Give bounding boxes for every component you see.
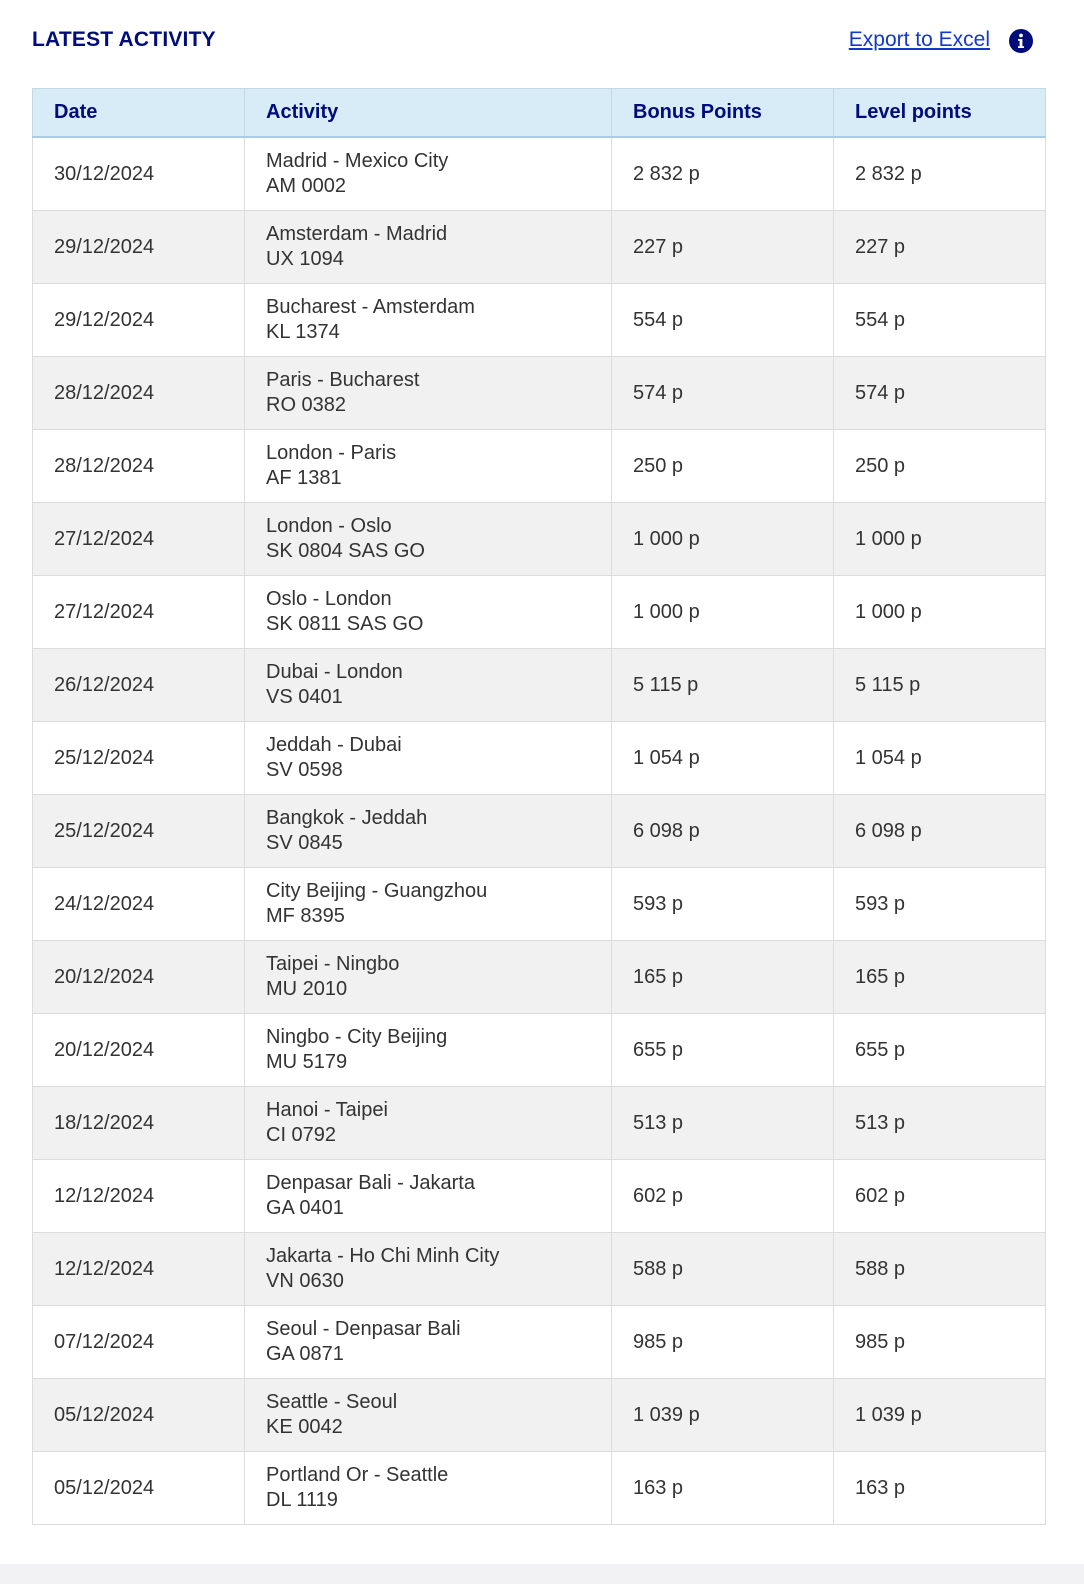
table-row	[33, 868, 1046, 941]
cell-activity	[245, 357, 612, 430]
cell-activity	[245, 1087, 612, 1160]
table-row	[33, 1233, 1046, 1306]
cell-date: 28/12/2024	[33, 430, 245, 503]
cell-date: 07/12/2024	[33, 1306, 245, 1379]
cell-level-points: 2 832 p	[834, 137, 1046, 211]
activity-route: City Beijing - Guangzhou	[266, 880, 488, 902]
table-row	[33, 430, 1046, 503]
cell-date: 29/12/2024	[33, 284, 245, 357]
cell-date: 26/12/2024	[33, 649, 245, 722]
activity-flight-number: MU 2010	[266, 978, 348, 1000]
activity-header	[32, 26, 1052, 58]
cell-bonus-points: 588 p	[612, 1233, 834, 1306]
cell-level-points: 985 p	[834, 1306, 1046, 1379]
cell-level-points: 655 p	[834, 1014, 1046, 1087]
cell-activity	[245, 211, 612, 284]
cell-level-points: 1 000 p	[834, 576, 1046, 649]
activity-flight-number: AM 0002	[266, 175, 347, 197]
cell-level-points: 227 p	[834, 211, 1046, 284]
cell-date: 18/12/2024	[33, 1087, 245, 1160]
cell-activity	[245, 576, 612, 649]
table-row	[33, 137, 1046, 211]
activity-route: Madrid - Mexico City	[266, 150, 449, 172]
table-row	[33, 1379, 1046, 1452]
cell-bonus-points: 250 p	[612, 430, 834, 503]
activity-flight-number: MU 5179	[266, 1051, 348, 1073]
activity-flight-number: GA 0871	[266, 1343, 344, 1365]
activity-route: Paris - Bucharest	[266, 369, 420, 391]
cell-activity	[245, 795, 612, 868]
cell-date: 12/12/2024	[33, 1233, 245, 1306]
table-header-row	[33, 89, 1046, 138]
cell-bonus-points: 554 p	[612, 284, 834, 357]
cell-level-points: 163 p	[834, 1452, 1046, 1525]
activity-route: Oslo - London	[266, 588, 392, 610]
cell-activity	[245, 722, 612, 795]
cell-activity	[245, 1379, 612, 1452]
cell-level-points: 593 p	[834, 868, 1046, 941]
cell-activity	[245, 1452, 612, 1525]
cell-activity	[245, 1014, 612, 1087]
cell-activity	[245, 430, 612, 503]
page-title: LATEST ACTIVITY	[32, 28, 216, 51]
cell-level-points: 554 p	[834, 284, 1046, 357]
cell-activity	[245, 868, 612, 941]
activity-route: Dubai - London	[266, 661, 403, 683]
cell-level-points: 1 000 p	[834, 503, 1046, 576]
cell-date: 25/12/2024	[33, 795, 245, 868]
activity-route: Seattle - Seoul	[266, 1391, 398, 1413]
activity-flight-number: VS 0401	[266, 686, 343, 708]
cell-bonus-points: 227 p	[612, 211, 834, 284]
activity-flight-number: SV 0598	[266, 759, 343, 781]
table-row	[33, 284, 1046, 357]
activity-route: Portland Or - Seattle	[266, 1464, 449, 1486]
cell-level-points: 165 p	[834, 941, 1046, 1014]
cell-level-points: 5 115 p	[834, 649, 1046, 722]
cell-level-points: 588 p	[834, 1233, 1046, 1306]
table-row	[33, 1087, 1046, 1160]
activity-route: Hanoi - Taipei	[266, 1099, 388, 1121]
column-header-activity: Activity	[245, 89, 612, 138]
cell-bonus-points: 1 000 p	[612, 576, 834, 649]
cell-level-points: 574 p	[834, 357, 1046, 430]
activity-flight-number: SK 0811 SAS GO	[266, 613, 424, 635]
activity-flight-number: MF 8395	[266, 905, 345, 927]
cell-bonus-points: 2 832 p	[612, 137, 834, 211]
cell-activity	[245, 1160, 612, 1233]
cell-bonus-points: 165 p	[612, 941, 834, 1014]
cell-bonus-points: 513 p	[612, 1087, 834, 1160]
cell-bonus-points: 602 p	[612, 1160, 834, 1233]
activity-flight-number: KE 0042	[266, 1416, 343, 1438]
cell-activity	[245, 1233, 612, 1306]
activity-route: Denpasar Bali - Jakarta	[266, 1172, 475, 1194]
activity-route: Bangkok - Jeddah	[266, 807, 428, 829]
cell-date: 27/12/2024	[33, 503, 245, 576]
column-header-level-points: Level points	[834, 89, 1046, 138]
cell-bonus-points: 1 054 p	[612, 722, 834, 795]
activity-table	[32, 88, 1046, 1525]
table-row	[33, 576, 1046, 649]
cell-activity	[245, 503, 612, 576]
cell-date: 28/12/2024	[33, 357, 245, 430]
cell-date: 30/12/2024	[33, 137, 245, 211]
cell-date: 24/12/2024	[33, 868, 245, 941]
table-row	[33, 722, 1046, 795]
activity-flight-number: AF 1381	[266, 467, 342, 489]
activity-flight-number: SV 0845	[266, 832, 343, 854]
cell-activity	[245, 1306, 612, 1379]
cell-level-points: 6 098 p	[834, 795, 1046, 868]
cell-date: 27/12/2024	[33, 576, 245, 649]
cell-bonus-points: 1 000 p	[612, 503, 834, 576]
cell-bonus-points: 655 p	[612, 1014, 834, 1087]
activity-route: Jakarta - Ho Chi Minh City	[266, 1245, 500, 1267]
activity-flight-number: GA 0401	[266, 1197, 344, 1219]
cell-date: 29/12/2024	[33, 211, 245, 284]
activity-route: Seoul - Denpasar Bali	[266, 1318, 461, 1340]
cell-date: 12/12/2024	[33, 1160, 245, 1233]
table-row	[33, 1452, 1046, 1525]
cell-date: 20/12/2024	[33, 1014, 245, 1087]
activity-route: Ningbo - City Beijing	[266, 1026, 448, 1048]
column-header-date: Date	[33, 89, 245, 138]
table-row	[33, 941, 1046, 1014]
table-row	[33, 357, 1046, 430]
cell-activity	[245, 284, 612, 357]
cell-level-points: 602 p	[834, 1160, 1046, 1233]
table-row	[33, 1306, 1046, 1379]
activity-flight-number: SK 0804 SAS GO	[266, 540, 425, 562]
activity-route: Jeddah - Dubai	[266, 734, 402, 756]
cell-date: 05/12/2024	[33, 1379, 245, 1452]
cell-level-points: 250 p	[834, 430, 1046, 503]
table-row	[33, 649, 1046, 722]
table-row	[33, 1160, 1046, 1233]
activity-route: Amsterdam - Madrid	[266, 223, 448, 245]
cell-bonus-points: 5 115 p	[612, 649, 834, 722]
activity-flight-number: DL 1119	[266, 1489, 338, 1511]
cell-bonus-points: 1 039 p	[612, 1379, 834, 1452]
cell-level-points: 1 039 p	[834, 1379, 1046, 1452]
cell-date: 05/12/2024	[33, 1452, 245, 1525]
cell-activity	[245, 137, 612, 211]
cell-date: 25/12/2024	[33, 722, 245, 795]
activity-flight-number: KL 1374	[266, 321, 340, 343]
activity-route: London - Paris	[266, 442, 397, 464]
cell-level-points: 1 054 p	[834, 722, 1046, 795]
cell-level-points: 513 p	[834, 1087, 1046, 1160]
cell-bonus-points: 574 p	[612, 357, 834, 430]
export-to-excel-link[interactable]: Export to Excel	[848, 28, 990, 51]
activity-flight-number: UX 1094	[266, 248, 344, 270]
activity-flight-number: RO 0382	[266, 394, 347, 416]
activity-rows	[33, 137, 1046, 1525]
table-row	[33, 1014, 1046, 1087]
cell-bonus-points: 6 098 p	[612, 795, 834, 868]
cell-activity	[245, 941, 612, 1014]
cell-bonus-points: 985 p	[612, 1306, 834, 1379]
info-circle-icon[interactable]	[1008, 28, 1034, 54]
cell-bonus-points: 163 p	[612, 1452, 834, 1525]
column-header-bonus-points: Bonus Points	[612, 89, 834, 138]
cell-bonus-points: 593 p	[612, 868, 834, 941]
activity-route: London - Oslo	[266, 515, 392, 537]
activity-route: Taipei - Ningbo	[266, 953, 400, 975]
cell-date: 20/12/2024	[33, 941, 245, 1014]
activity-flight-number: VN 0630	[266, 1270, 344, 1292]
activity-flight-number: CI 0792	[266, 1124, 337, 1146]
table-row	[33, 211, 1046, 284]
table-row	[33, 795, 1046, 868]
table-row	[33, 503, 1046, 576]
cell-activity	[245, 649, 612, 722]
activity-route: Bucharest - Amsterdam	[266, 296, 475, 318]
